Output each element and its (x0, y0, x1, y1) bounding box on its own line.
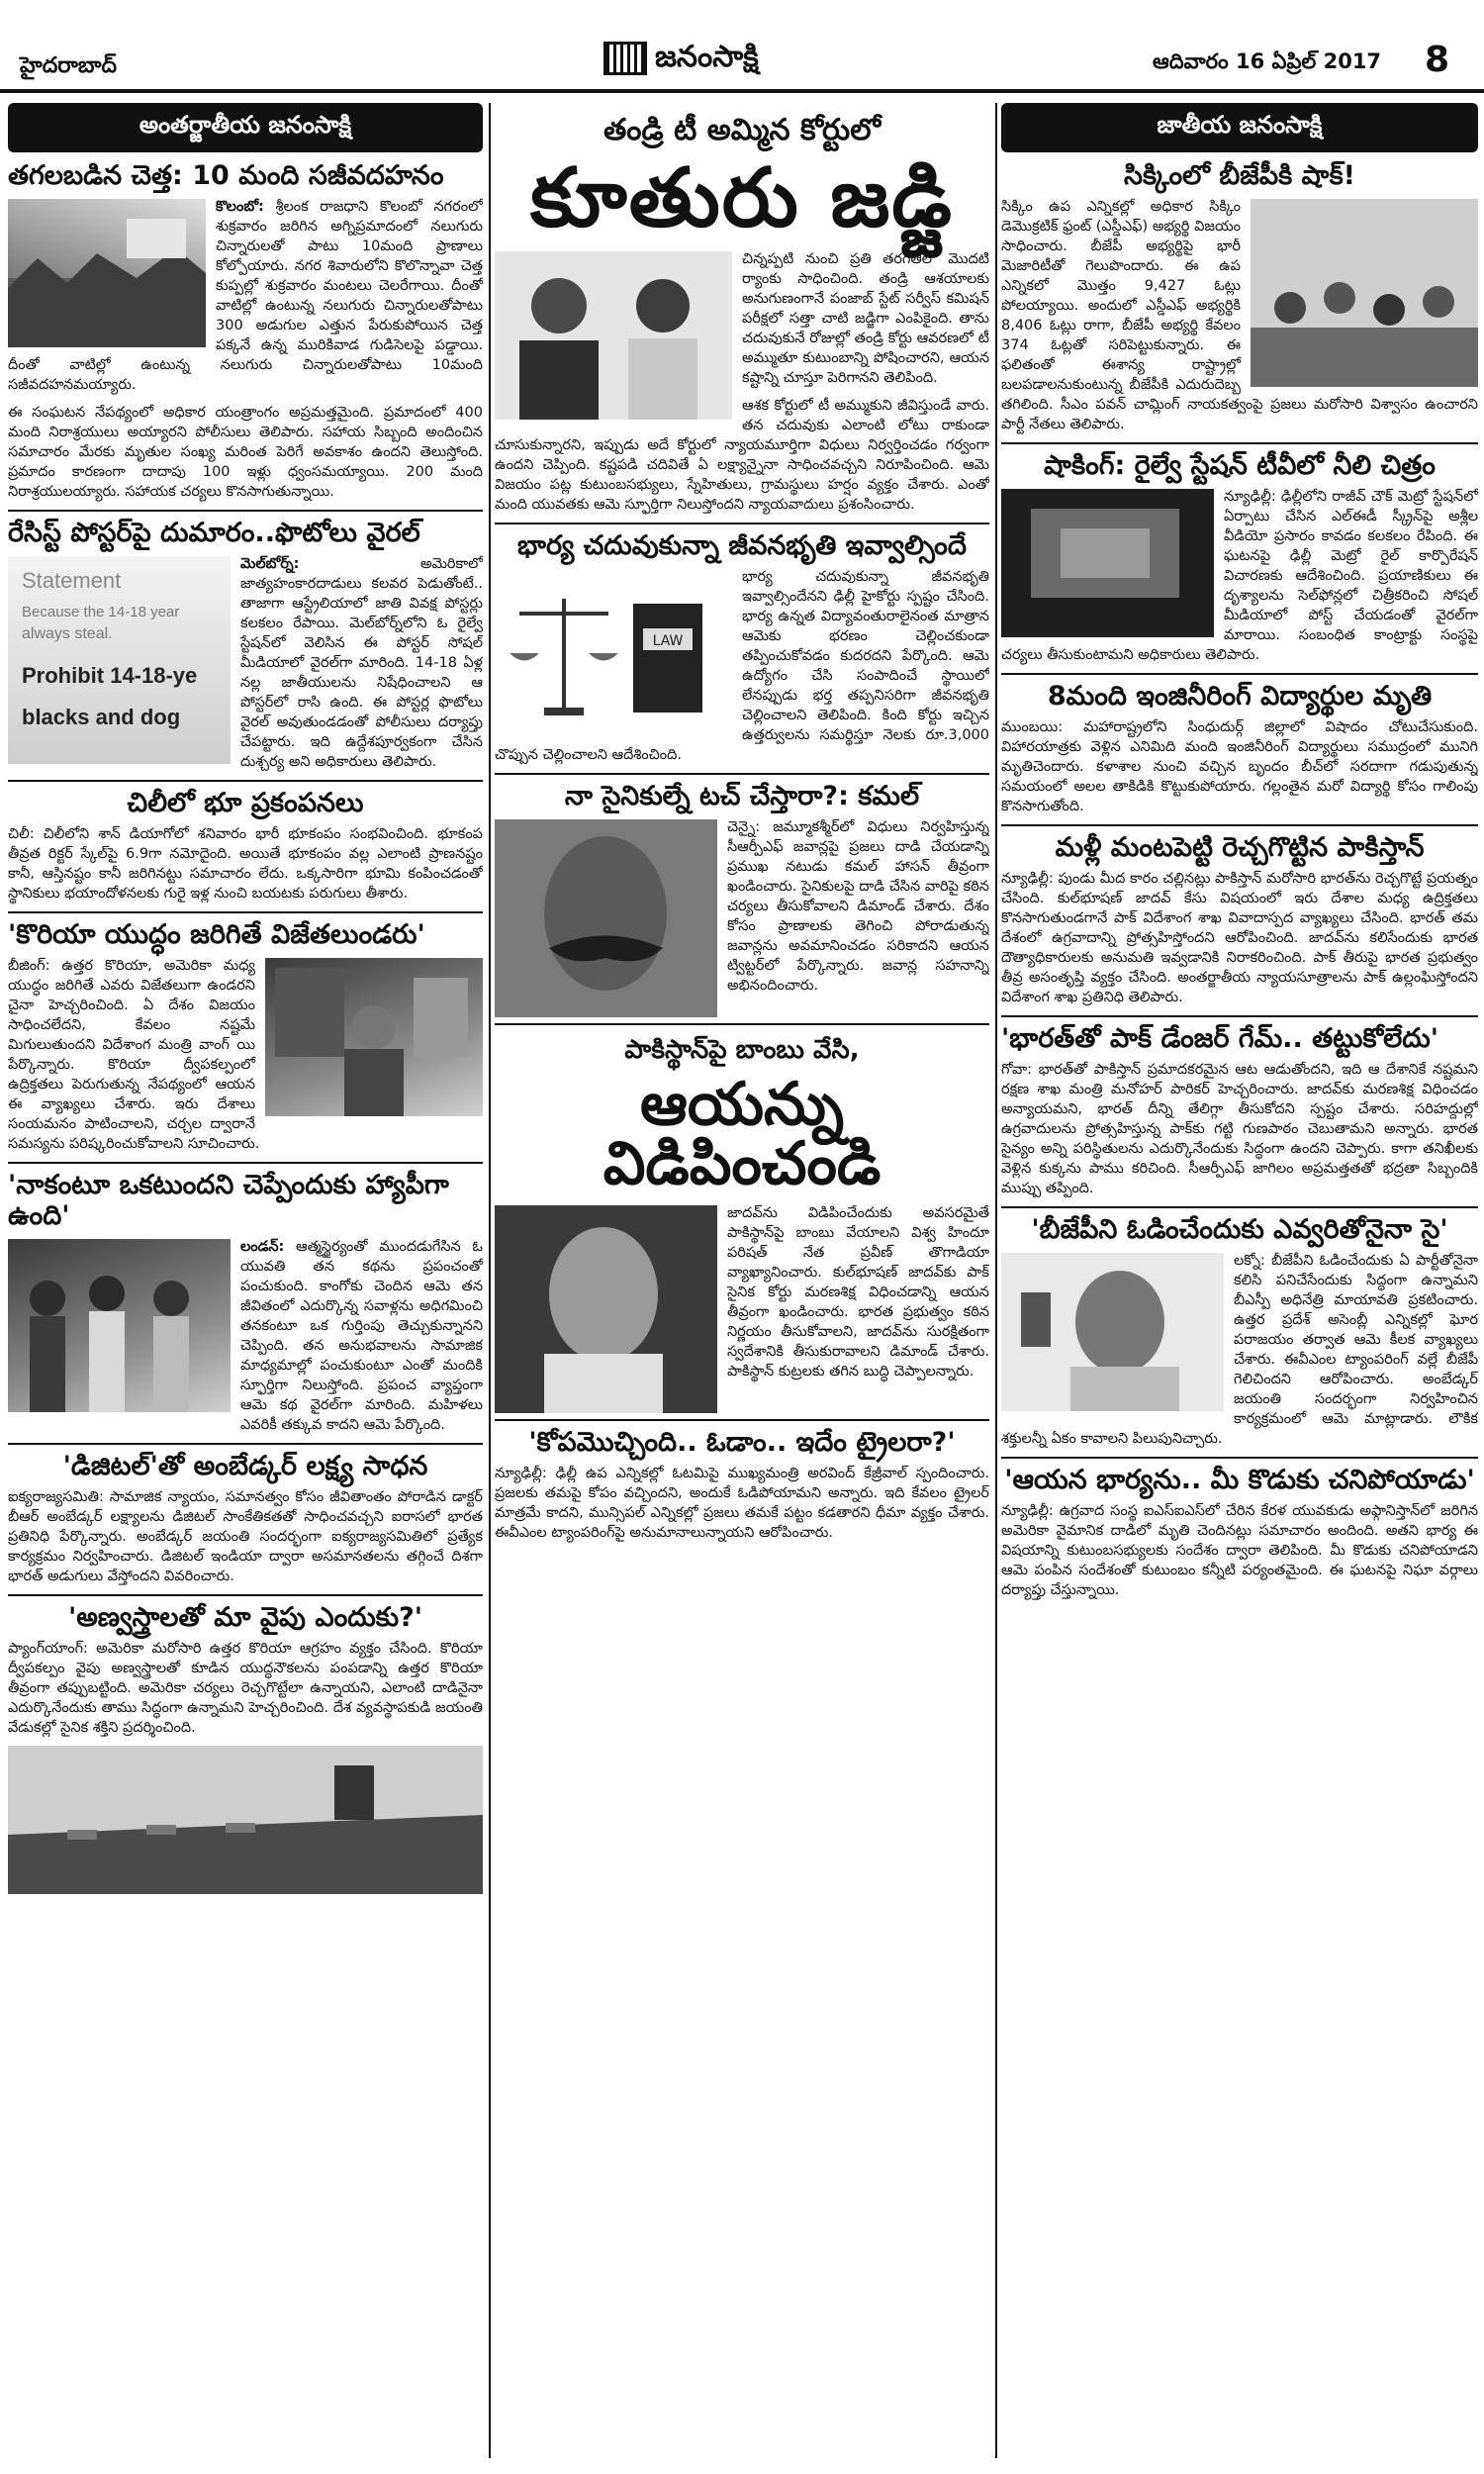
article-engineering-students (1001, 681, 1478, 816)
carrier-illustration (8, 1746, 483, 1894)
portrait-illustration (495, 819, 717, 1017)
article-body: ఆశక కోర్టులో టీ అమ్ముకుని జీవిస్తుండే వారు. తన చదువుకు ఎలాంటి లోటు రాకుండా చూసుకున్నారని, ఇప్పుడు అదే కోర్టులో న్యాయమూర్తిగా విధులు నిర్వర్తించడం గర్వంగా ఉందని చెప్పింది. కష్టపడి చదివితే ఏ లక్ష్యాన్నైనా సాధించవచ్చని నిరూపించింది. ఆమె విజయం పట్ల కుటుంబసభ్యులు, స్నేహితులు, గ్రామస్థులు హర్షం వ్యక్తం చేశారు. ఎంతో మంది యువతకు ఆమె స్ఫూర్తిగా నిలుస్తోందని న్యాయవాదులు ప్రశంసించారు. (495, 398, 989, 513)
article-danger-game (1001, 1023, 1478, 1198)
article-body: ఈ సంఘటన నేపథ్యంలో అధికార యంత్రాంగం అప్రమత్తమైంది. ప్రమాదంలో 400 మంది నిరాశ్రయులు అయ్యారని పోలీసులు తెలిపారు. సహాయ సిబ్బంది అందించిన సమాచారం మేరకు మృతుల సంఖ్య మరింత పెరిగే అవకాశం ఉందని తెలుస్తోంది. ప్రమాదం కారణంగా దాదాపు 100 ఇళ్లు ధ్వంసమయ్యాయి. 200 మంది నిరాశ్రయులయ్యారు. సహాయక చర్యలు కొనసాగుతున్నాయి. (8, 405, 483, 501)
article-headline: మళ్లీ మంటపెట్టి రెచ్చగొట్టిన పాకిస్తాన్ (1055, 832, 1425, 864)
screen-illustration (1001, 489, 1214, 637)
article-headline: 'ఆయన భార్యను.. మీ కొడుకు చనిపోయాడు' (1004, 1465, 1475, 1496)
pageant-group-photo (8, 1239, 231, 1412)
section-banner-national: జాతీయ జనంసాక్షి (1001, 103, 1478, 152)
article-body: లక్నో: బీజేపీని ఓడించేందుకు ఏ పార్టీతోనైనా కలిసి పనిచేసేందుకు సిద్ధంగా ఉన్నామని బీఎస్పీ అధినేత్రి మాయావతి ప్రకటించారు. ఉత్తర ప్రదేశ్ అసెంబ్లీ ఎన్నికల్లో ఘోర పరాజయం తర్వాత ఆమె కీలక వ్యాఖ్యలు చేశారు. ఈవీఎంల ట్యాంపరింగ్ వల్లే బీజేపీ గెలిచిందని ఆరోపించారు. అంబేడ్కర్ జయంతి సందర్భంగా నిర్వహించిన కార్యక్రమంలో ఆమె మాట్లాడారు. లౌకిక శక్తులన్నీ ఏకం కావాలని పిలుపునిచ్చారు. (1001, 1253, 1478, 1448)
article-headline: 'కొరియా యుద్ధం జరిగితే విజేతలుండరు' (8, 919, 425, 951)
article-kamal (495, 781, 989, 996)
article-divider (495, 773, 989, 775)
article-body: ప్యాంగ్‌యాంగ్: అమెరికా మరోసారి ఉత్తర కొరియా ఆగ్రహం వ్యక్తం చేసింది. కొరియా ద్వీపకల్పం వైపు అణ్వస్త్రాలతో కూడిన యుద్ధనౌకలను పంపడాన్ని ఉత్తర కొరియా తీవ్రంగా తప్పుబట్టింది. అమెరికా చర్యలు రెచ్చగొట్టేలా ఉన్నాయని, ఎలాంటి దాడినైనా ఎదుర్కొనేందుకు తాము సిద్ధంగా ఉన్నామని హెచ్చరించింది. దేశ వ్యవస్థాపకుడి జయంతి వేడుకల్లో సైనిక శక్తిని ప్రదర్శించింది. (8, 1641, 483, 1737)
article-divider (1001, 1457, 1478, 1459)
china-minister-photo (265, 958, 483, 1116)
masthead-date: ఆదివారం 16 ఏప్రిల్ 2017 (1153, 49, 1382, 73)
aircraft-carrier-photo (8, 1746, 483, 1894)
togadia-speaking-photo (495, 1205, 717, 1413)
speaker-illustration (1001, 1253, 1224, 1411)
mayawati-photo (1001, 1253, 1224, 1411)
law-books-photo (495, 569, 732, 737)
section-banner-international: అంతర్జాతీయ జనంసాక్షి (8, 103, 483, 152)
article-divider (1001, 1206, 1478, 1208)
article-headline-big: ఆయన్ను విడిపించండి (603, 1070, 881, 1199)
poster-line: Because the 14-18 year (22, 604, 180, 621)
article-body: కొలంబో: శ్రీలంక రాజధాని కొలంబో నగరంలో శుక్రవారం జరిగిన అగ్నిప్రమాదంలో నలుగురు చిన్నారులతో పాటు 10మంది ప్రాణాలు కోల్పోయారు. నగర శివారులోని కొలొన్నావా చెత్త కుప్పల్లో శుక్రవారం మంటలు చెలరేగాయి. దీంతో వాటిల్లో ఉంటున్న నలుగురు చిన్నారులతోపాటు 300 అడుగుల ఎత్తున పేరుకుపోయిన చెత్త పక్కనే ఉన్న మురికివాడ గుడిసెలపై పడ్డాయి. దీంతో వాటిల్లో ఉంటున్న నలుగురు చిన్నారులతోపాటు 10మంది సజీవదహనమయ్యారు. (8, 199, 483, 394)
column-divider (995, 103, 997, 2458)
crowd-illustration (1251, 199, 1478, 387)
article-kicker: పాకిస్థాన్‌పై బాంబు వేసి, (624, 1035, 860, 1066)
article-headline-big: కూతురు జడ్జి (530, 151, 954, 245)
article-body: ఐక్యరాజ్యసమితి: సామాజిక న్యాయం, సమానత్వం కోసం జీవితాంతం పోరాడిన డాక్టర్ బీఆర్ అంబేడ్కర్ లక్ష్యాలను డిజిటల్ సాంకేతికతతో సాధించవచ్చని ఐరాసలో భారత ప్రతినిధి పేర్కొన్నారు. అంబేడ్కర్ జయంతి సందర్భంగా ఐక్యరాజ్యసమితిలో ప్రత్యేక కార్యక్రమం నిర్వహించారు. డిజిటల్ ఇండియా ద్వారా అసమానతలను తగ్గించే దిశగా భారత్ అడుగులు వేస్తోందని వివరించారు. (8, 1489, 483, 1585)
article-body: బీజింగ్: ఉత్తర కొరియా, అమెరికా మధ్య యుద్ధం జరిగితే ఎవరు విజేతలుగా ఉండరని చైనా హెచ్చరించింది. ఏ దేశం విజయం సాధించలేదని, కేవలం నష్టమే మిగులుతుందని విదేశాంగ మంత్రి వాంగ్ యి పేర్కొన్నారు. కొరియా ద్వీపకల్పంలో ఉద్రిక్తతలు పెరుగుతున్న నేపథ్యంలో ఆయన ఈ వ్యాఖ్యలు చేశారు. ఇరు దేశాలు సంయమనం పాటించాలని, చర్చల ద్వారానే సమస్యను పరిష్కరించుకోవాలని సూచించారు. (8, 958, 260, 1153)
article-body: న్యూఢిల్లీ: ఢిల్లీలోని రాజీవ్ చౌక్ మెట్రో స్టేషన్‌లో ఏర్పాటు చేసిన ఎల్‌ఈడీ స్క్రీన్‌పై అశ్లీల వీడియో ప్రసారం కావడం కలకలం రేపింది. ఈ ఘటనపై ఢిల్లీ మెట్రో రైల్ కార్పొరేషన్ విచారణకు ఆదేశించింది. ప్రయాణికులు ఈ దృశ్యాలను సెల్‌ఫోన్లలో చిత్రీకరించి సోషల్ మీడియాలో పోస్ట్ చేయడంతో వైరల్‌గా మారాయి. సంబంధిత కాంట్రాక్టు సంస్థపై చర్యలు తీసుకుంటామని అధికారులు తెలిపారు. (1001, 489, 1478, 664)
article-headline: సిక్కింలో బీజేపీకి షాక్! (1124, 160, 1355, 191)
paper-name: జనంసాక్షి (655, 40, 759, 74)
article-nuclear-warships (8, 1602, 483, 1894)
article-racist-poster (8, 518, 483, 772)
racist-poster-photo (8, 556, 231, 764)
article-headline: 'నాకంటూ ఒకటుందని చెప్పేందుకు హ్యాపీగా ఉంది' (8, 1170, 449, 1232)
newspaper-logo-icon (603, 42, 647, 75)
article-body: చిలీ: చిలీలోని శాన్ డియాగోలో శనివారం భారీ భూకంపం సంభవించింది. భూకంప తీవ్రత రిక్టర్ స్కేల్‌పై 6.9గా నమోదైంది. అయితే భూకంపం వల్ల ఎలాంటి ప్రాణనష్టం కానీ, ఆస్తినష్టం కానీ జరిగినట్టు సమాచారం లేదు. ఒక్కసారిగా భూమి కంపించడంతో స్థానికులు భయాందోళనలకు గురై ఇళ్ల నుంచి బయటకు పరుగులు తీశారు. (8, 826, 483, 903)
article-headline: 8మంది ఇంజినీరింగ్ విద్యార్థుల మృతి (1047, 681, 1433, 713)
flag-illustration (265, 958, 483, 1116)
article-body: ముంబయి: మహారాష్ట్రలోని సింధుదుర్గ్ జిల్లాలో విషాదం చోటుచేసుకుంది. విహారయాత్రకు వెళ్లిన ఎనిమిది మంది ఇంజినీరింగ్ విద్యార్థులు సముద్రంలో మునిగి మృతిచెందారు. కళాశాల నుంచి వచ్చిన బృందం బీచ్‌లో సరదాగా గడుపుతున్న సమయంలో అలల తాకిడికి కొట్టుకుపోయారు. గల్లంతైన మరో విద్యార్థి కోసం గాలింపు కొనసాగుతోంది. (1001, 719, 1478, 815)
national-column (1001, 103, 1478, 2458)
column-divider (489, 103, 491, 2458)
group-illustration (8, 1239, 231, 1412)
article-body: చెన్నై: జమ్మూకశ్మీర్‌లో విధులు నిర్వహిస్తున్న సీఆర్పీఎఫ్ జవాన్లపై ప్రజలు దాడి చేయడాన్ని ప్రముఖ నటుడు కమల్ హాసన్ తీవ్రంగా ఖండించారు. సైనికులపై దాడి చేసిన వారిపై కఠిన చర్యలు తీసుకోవాలని డిమాండ్ చేశారు. దేశం కోసం ప్రాణాలకు తెగించి పోరాడుతున్న జవాన్లను అవమానించడం సరికాదని ఆయన ట్విట్టర్‌లో పేర్కొన్నారు. జవాన్ల సహనాన్ని అభినందించారు. (727, 819, 989, 995)
garbage-fire-photo (8, 199, 206, 347)
article-body: న్యూఢిల్లీ: పుండు మీద కారం చల్లినట్లు పాకిస్తాన్ మరోసారి భారత్‌ను రెచ్చగొట్టే ప్రయత్నం చేసింది. కుల్‌భూషణ్ జాదవ్ కేసు విషయంలో ఇరు దేశాల మధ్య ఉద్రిక్తతలు కొనసాగుతుండగానే పాక్ విదేశాంగ శాఖ వివాదాస్పద వ్యాఖ్యలు చేసింది. భారత్ తమ దేశంలో ఉగ్రవాదాన్ని ప్రోత్సహిస్తోందని ఆరోపించింది. జాదవ్‌ను కలిసేందుకు భారత దౌత్యాధికారులకు అనుమతి ఇవ్వడానికి నిరాకరించింది. పాక్ తీరుపై భారత ప్రభుత్వం తీవ్ర అసంతృప్తి వ్యక్తం చేసింది. అంతర్జాతీయ న్యాయసూత్రాలను పాక్ ఉల్లంఘిస్తోందని విదేశాంగ శాఖ ప్రతినిధి తెలిపారు. (1001, 871, 1478, 1006)
article-body: సిక్కిం ఉప ఎన్నికల్లో అధికార సిక్కిం డెమొక్రటిక్ ఫ్రంట్ (ఎస్డీఎఫ్) అభ్యర్థి విజయం సాధించారు. బీజేపీ అభ్యర్థిపై భారీ మెజారిటీతో గెలుపొందారు. ఈ ఉప ఎన్నికలో మొత్తం 9,427 ఓట్లు పోలయ్యాయి. అందులో ఎస్డీఎఫ్ అభ్యర్థికి 8,406 ఓట్లు రాగా, బీజేపీ అభ్యర్థి కేవలం 374 ఓట్లతో సరిపెట్టుకున్నారు. ఈ ఫలితంతో ఈశాన్య రాష్ట్రాల్లో బలపడాలనుకుంటున్న బీజేపీకి ఎదురుదెబ్బ తగిలింది. సీఎం పవన్ చామ్లింగ్ నాయకత్వంపై ప్రజలు మరోసారి విశ్వాసం ఉంచారని పార్టీ నేతలు తెలిపారు. (1001, 199, 1478, 433)
poster-line: Prohibit 14-18-ye (22, 663, 198, 689)
article-headline: 'డిజిటల్'తో అంబేడ్కర్ లక్ష్య సాధన (62, 1451, 428, 1482)
article-divider (8, 1443, 483, 1445)
article-headline: రేసిస్ట్ పోస్టర్‌పై దుమారం..ఫొటోలు వైరల్ (8, 518, 420, 549)
article-body: భార్య చదువుకున్నా జీవనభృతి ఇవ్వాల్సిందేనని ఢిల్లీ హైకోర్టు స్పష్టం చేసింది. భార్య ఉన్నత విద్యావంతురాలైనంత మాత్రాన ఆమెకు భరణం చెల్లించకుండా తప్పించుకోవడం కుదరదని పేర్కొంది. ఆమె ఉద్యోగం చేసి సంపాదించే స్థాయిలో లేనప్పుడు భర్త తప్పనిసరిగా జీవనభృతి చెల్లించాలని తెలిపింది. కింది కోర్టు ఇచ్చిన ఉత్తర్వులను సమర్థిస్తూ నెలకు రూ.3,000 చొప్పున చెల్లించాలని ఆదేశించింది. (495, 569, 989, 764)
article-headline: 'కోపమొచ్చింది.. ఓడాం.. ఇదేం ట్రైలరా?' (528, 1427, 956, 1459)
portrait-illustration (495, 251, 732, 420)
article-happy-story (8, 1170, 483, 1435)
article-headline: 'బీజేపీని ఓడించేందుకు ఎవ్వరితోనైనా సై' (1031, 1214, 1448, 1246)
metro-screen-photo (1001, 489, 1214, 637)
article-divider (1001, 824, 1478, 826)
masthead-city: హైదరాబాద్ (20, 53, 117, 78)
article-colombo-fire (8, 160, 483, 502)
article-chile-quake (8, 788, 483, 904)
article-headline: నా సైనికుల్నే టచ్ చేస్తారా?: కమల్ (564, 781, 920, 812)
article-divider (495, 523, 989, 524)
article-body: జాదవ్‌ను విడిపించేందుకు అవసరమైతే పాకిస్థాన్‌పై బాంబు వేయాలని విశ్వ హిందూ పరిషత్ నేత ప్రవీణ్ తొగాడియా వ్యాఖ్యానించారు. కుల్‌భూషణ్ జాదవ్‌కు పాక్ సైనిక కోర్టు మరణశిక్ష విధించడాన్ని ఆయన తీవ్రంగా ఖండించారు. భారత ప్రభుత్వం కఠిన నిర్ణయం తీసుకోవాలని, జాదవ్‌ను సురక్షితంగా స్వదేశానికి తీసుకురావాలని డిమాండ్ చేశారు. పాకిస్థాన్ కుట్రలకు తగిన బుద్ధి చెప్పాలన్నారు. (727, 1205, 989, 1380)
article-headline: చిలీలో భూ ప్రకంపనలు (127, 788, 364, 819)
article-daughter-judge (495, 113, 989, 515)
law-book-label: LAW (652, 633, 684, 650)
article-divider (495, 1023, 989, 1025)
poster-line: always steal. (22, 625, 113, 643)
sikkim-crowd-photo (1251, 199, 1478, 387)
article-body: లండన్: ఆత్మస్థైర్యంతో ముందడుగేసిన ఓ యువతి తన కథను ప్రపంచంతో పంచుకుంది. కాంగోకు చెందిన ఆమె తన జీవితంలో ఎదుర్కొన్న సవాళ్లను అధిగమించి తనకంటూ ఒక గుర్తింపు తెచ్చుకున్నానని చెప్పింది. తన అనుభవాలను సామాజిక మాధ్యమాల్లో పంచుకుంటూ ఎంతో మందికి స్ఫూర్తిగా నిలుస్తోంది. ప్రపంచ వ్యాప్తంగా ఆమె కథ వైరల్‌గా మారింది. మహిళలు ఎవరికీ తక్కువ కాదని ఆమె పేర్కొంది. (240, 1239, 483, 1434)
article-korea-war (8, 919, 483, 1154)
article-body: చిన్నప్పటి నుంచి ప్రతి తరగతిలో మొదటి ర్యాంకు సాధించింది. తండ్రి ఆశయాలకు అనుగుణంగానే పంజాబ్ స్టేట్ సర్వీస్ కమిషన్ పరీక్షలో సత్తా చాటి జడ్జిగా ఎంపికైంది. తాను చదువుకునే రోజుల్లో తండ్రి కోర్టు ఆవరణలో టీ అమ్ముతూ కుటుంబాన్ని పోషించారని, ఆయన కష్టాన్ని చూస్తూ పెరిగానని తెలిపింది. (742, 251, 989, 386)
article-divider (8, 510, 483, 512)
international-column (8, 103, 483, 2458)
article-headline: షాకింగ్: రైల్వే స్టేషన్ టీవీలో నీలి చిత్రం (1044, 450, 1436, 482)
article-divider (1001, 673, 1478, 675)
article-ambedkar-digital (8, 1451, 483, 1586)
article-body: న్యూఢిల్లీ: ఢిల్లీ ఉప ఎన్నికల్లో ఓటమిపై ముఖ్యమంత్రి అరవింద్ కేజ్రీవాల్ స్పందించారు. ప్రజలకు తమపై కోపం వచ్చిందని, అందుకే ఓడిపోయామని అన్నారు. ఇది కేవలం ట్రైలర్ మాత్రమే కాదని, మున్సిపల్ ఎన్నికల్లో ప్రజలు తమకే పట్టం కడతారని ధీమా వ్యక్తం చేశారు. ఈవీఎంల ట్యాంపరింగ్‌పై అనుమానాలున్నాయని ఆరోపించారు. (495, 1466, 989, 1542)
main-column (495, 103, 989, 2458)
article-kicker: తండ్రి టీ అమ్మిన కోర్టులో (603, 113, 881, 147)
article-metro-screen (1001, 450, 1478, 665)
masthead-paper-name (603, 40, 759, 81)
page-number: 8 (1425, 40, 1450, 80)
article-headline: 'అణ్వస్త్రాలతో మా వైపు ఎందుకు?' (67, 1602, 423, 1634)
father-daughter-photo (495, 251, 732, 420)
debris-illustration (8, 199, 206, 347)
speaker-illustration (495, 1205, 717, 1413)
article-body: గోవా: భారత్‌తో పాకిస్తాన్ ప్రమాదకరమైన ఆట ఆడుతోందని, ఇది ఆ దేశానికే నష్టమని రక్షణ శాఖ మంత్రి మనోహర్ పారికర్ హెచ్చరించారు. జాదవ్‌కు మరణశిక్ష విధించడం అన్యాయమని, భారత్ దీన్ని తేలిగ్గా తీసుకోదని స్పష్టం చేశారు. సరిహద్దుల్లో ఉగ్రవాదులను ప్రోత్సహిస్తున్న పాక్‌కు గట్టి గుణపాఠం చెబుతామని అన్నారు. భారత సైన్యం అన్ని పరిస్థితులను ఎదుర్కొనేందుకు సిద్ధంగా ఉందని చెప్పారు. కాగా తనిఖీలకు వెళ్లిన కుక్కను పాము కరిచింది. సీఆర్పీఎఫ్ జాగిలం అప్రమత్తతతో భద్రతా సిబ్బందికి ముప్పు తప్పింది. (1001, 1062, 1478, 1197)
article-sikkim (1001, 160, 1478, 434)
poster-line: Statement (22, 568, 122, 594)
article-divider (8, 911, 483, 913)
article-divider (1001, 1015, 1478, 1017)
article-alimony (495, 530, 989, 765)
article-divider (8, 1594, 483, 1596)
article-divider (8, 1162, 483, 1164)
kamal-portrait-photo (495, 819, 717, 1017)
article-divider (8, 780, 483, 782)
article-pakistan-provoke (1001, 832, 1478, 1007)
article-headline: 'భారత్‌తో పాక్ డేంజర్ గేమ్.. తట్టుకోలేదు' (1001, 1023, 1438, 1055)
scales-of-justice-icon (495, 569, 732, 737)
article-headline: భార్య చదువుకున్నా జీవనభృతి ఇవ్వాల్సిందే (517, 530, 967, 561)
article-togadia (495, 1035, 989, 1381)
article-kejriwal (495, 1427, 989, 1543)
article-headline: తగలబడిన చెత్త: 10 మంది సజీవదహనం (8, 160, 444, 191)
article-divider (1001, 442, 1478, 444)
article-body: న్యూఢిల్లీ: ఉగ్రవాద సంస్థ ఐఎస్ఐఎస్‌లో చేరిన కేరళ యువకుడు అఫ్గానిస్తాన్‌లో జరిగిన అమెరికా వైమానిక దాడిలో మృతి చెందినట్లు సమాచారం అందింది. అతని భార్య ఈ విషయాన్ని కుటుంబసభ్యులకు సందేశం ద్వారా తెలిపింది. మీ కొడుకు చనిపోయాడని ఆమె పంపిన సందేశంతో కుటుంబం కన్నీటి పర్యంతమైంది. ఈ ఘటనపై నిఘా వర్గాలు దర్యాప్తు చేస్తున్నాయి. (1001, 1503, 1478, 1599)
article-mayawati (1001, 1214, 1478, 1449)
article-divider (495, 1419, 989, 1421)
article-body: మెల్‌బోర్న్: అమెరికాలో జాత్యహంకారదాడులు కలవర పెడుతోంటే.. తాజాగా ఆస్ట్రేలియాలో జాతి వివక్ష పోస్టర్లు కలకలం రేపాయి. మెల్‌బోర్న్‌లోని ఓ రైల్వే స్టేషన్‌లో వెలిసిన ఈ పోస్టర్ సోషల్ మీడియాలో వైరల్‌గా మారింది. 14-18 ఏళ్ల నల్ల జాతీయులను నిషేధించాలని ఆ పోస్టర్‌లో రాసి ఉంది. ఈ పోస్టర్ల ఫొటోలు వైరల్ అవుతుండడంతో పోలీసులు దర్యాప్తు చేపట్టారు. ఇది ఉద్దేశపూర్వకంగా చేసిన దుశ్చర్య అని అధికారులు తెలిపారు. (240, 556, 483, 771)
article-isis-kerala (1001, 1465, 1478, 1600)
poster-line: blacks and dog (22, 705, 181, 730)
